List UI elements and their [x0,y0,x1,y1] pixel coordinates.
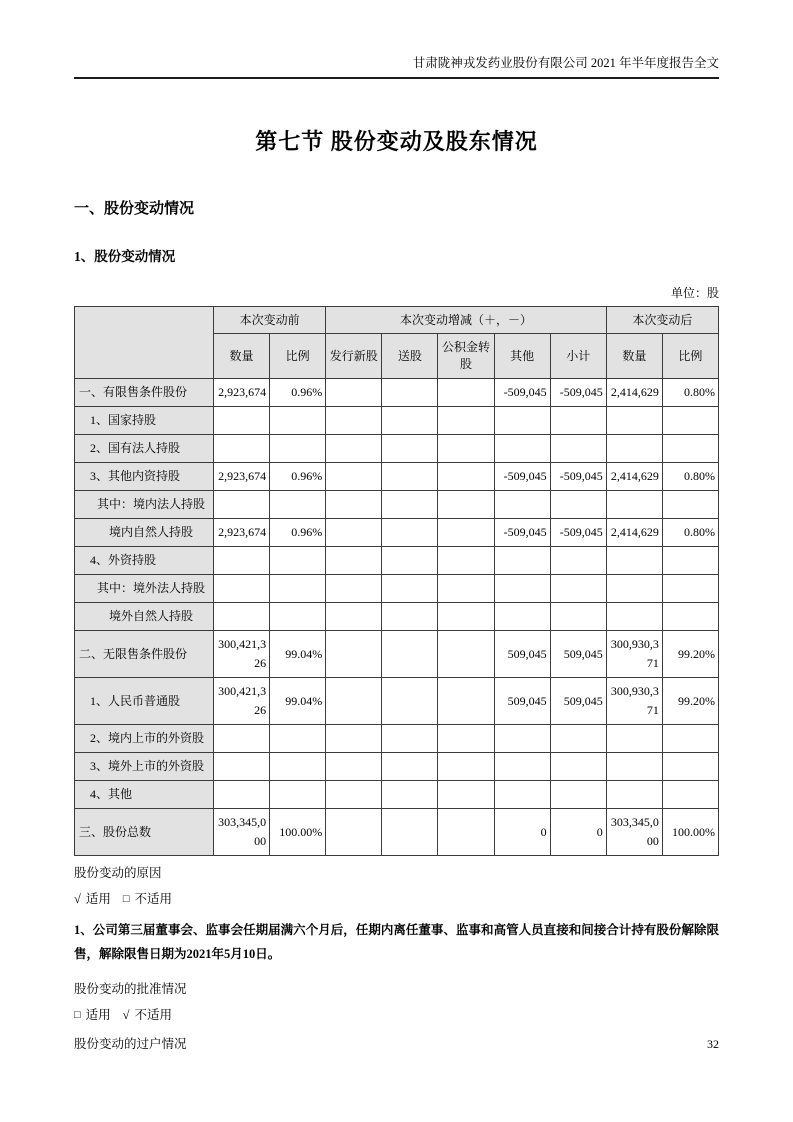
row-label: 一、有限售条件股份 [75,379,214,407]
row-label: 三、股份总数 [75,809,214,856]
value-cell [382,491,438,519]
value-cell: 509,045 [550,678,606,725]
value-cell [382,631,438,678]
value-cell [550,435,606,463]
value-cell [494,781,550,809]
value-cell: 2,414,629 [606,519,662,547]
value-cell: 0.80% [662,379,718,407]
value-cell [326,753,382,781]
value-cell: -509,045 [494,463,550,491]
value-cell [662,547,718,575]
value-cell: 0.80% [662,463,718,491]
value-cell [270,781,326,809]
value-cell [382,463,438,491]
value-cell [606,781,662,809]
value-cell: 300,421,326 [214,631,270,678]
value-cell: 100.00% [270,809,326,856]
value-cell [494,753,550,781]
value-cell [550,603,606,631]
page-number: 32 [707,1037,719,1051]
value-cell [438,575,494,603]
value-cell: 300,930,371 [606,631,662,678]
share-change-table-body [75,379,719,856]
value-cell [326,631,382,678]
checkmark-icon: √ [74,892,81,906]
value-cell [550,547,606,575]
row-label: 1、国家持股 [75,407,214,435]
value-cell [550,491,606,519]
value-cell [550,575,606,603]
value-cell [606,575,662,603]
table-row [75,463,719,491]
section-heading: 一、股份变动情况 [74,201,195,217]
value-cell [662,781,718,809]
value-cell [438,463,494,491]
value-cell [438,781,494,809]
row-label: 境外自然人持股 [75,603,214,631]
value-cell [550,781,606,809]
value-cell [438,809,494,856]
table-row [75,379,719,407]
value-cell [382,809,438,856]
value-cell [382,603,438,631]
value-cell: 0.80% [662,519,718,547]
value-cell: 300,421,326 [214,678,270,725]
checkbox-icon: □ [122,893,130,905]
table-row [75,631,719,678]
row-label: 境内自然人持股 [75,519,214,547]
value-cell [270,753,326,781]
table-row [75,809,719,856]
value-cell: 509,045 [550,631,606,678]
reason-text: 1、公司第三届董事会、监事会任期届满六个月后，任期内离任董事、监事和高管人员直接和间接合计持有股份解除限售，解除限售日期为2021年5月10日。 [74,923,719,961]
value-cell [662,753,718,781]
value-cell [438,678,494,725]
value-cell: -509,045 [550,519,606,547]
value-cell [326,725,382,753]
value-cell: 0 [494,809,550,856]
table-row [75,603,719,631]
table-group-header: 本次变动后 [606,307,718,334]
share-change-table-head [75,307,719,379]
unit-note: 单位：股 [670,286,719,300]
value-cell [382,379,438,407]
value-cell [326,407,382,435]
value-cell [662,725,718,753]
value-cell: 0.96% [270,519,326,547]
value-cell [494,407,550,435]
not-applicable-label: 不适用 [134,892,173,906]
value-cell [326,379,382,407]
value-cell [662,575,718,603]
value-cell: 300,930,371 [606,678,662,725]
value-cell [214,435,270,463]
value-cell: 99.20% [662,678,718,725]
document-header [74,55,719,79]
value-cell [214,491,270,519]
value-cell: 99.04% [270,678,326,725]
value-cell: -509,045 [494,519,550,547]
value-cell [606,547,662,575]
table-row [75,725,719,753]
table-column-header: 数量 [214,334,270,379]
value-cell [382,725,438,753]
row-label: 其中：境内法人持股 [75,491,214,519]
value-cell [214,753,270,781]
value-cell [326,435,382,463]
value-cell: 2,923,674 [214,463,270,491]
subsection-heading: 1、股份变动情况 [74,249,176,264]
value-cell [550,753,606,781]
value-cell [438,435,494,463]
value-cell [270,407,326,435]
value-cell [382,753,438,781]
row-label: 二、无限售条件股份 [75,631,214,678]
reason-heading: 股份变动的原因 [74,866,162,880]
value-cell [662,435,718,463]
value-cell [326,547,382,575]
value-cell [326,603,382,631]
checkbox-icon: □ [74,1009,81,1021]
value-cell [270,725,326,753]
value-cell [662,603,718,631]
table-column-header: 其他 [494,334,550,379]
value-cell [606,407,662,435]
value-cell: 303,345,000 [606,809,662,856]
value-cell [214,781,270,809]
value-cell [438,519,494,547]
value-cell [382,547,438,575]
value-cell [382,781,438,809]
value-cell [214,603,270,631]
value-cell [494,491,550,519]
value-cell: -509,045 [550,379,606,407]
table-column-header: 比例 [662,334,718,379]
value-cell [606,491,662,519]
value-cell: -509,045 [550,463,606,491]
table-row [75,407,719,435]
row-label: 其中：境外法人持股 [75,575,214,603]
value-cell [494,547,550,575]
table-row [75,519,719,547]
value-cell [214,725,270,753]
value-cell [382,519,438,547]
value-cell: 2,923,674 [214,519,270,547]
table-row [75,678,719,725]
value-cell [494,725,550,753]
value-cell [326,519,382,547]
value-cell [270,491,326,519]
value-cell [382,407,438,435]
table-row [75,435,719,463]
value-cell [438,753,494,781]
approval-heading: 股份变动的批准情况 [74,982,187,996]
value-cell [270,575,326,603]
table-row [75,575,719,603]
value-cell: 100.00% [662,809,718,856]
row-label: 2、境内上市的外资股 [75,725,214,753]
page-title: 第七节 股份变动及股东情况 [255,129,538,154]
value-cell [326,491,382,519]
value-cell: 0 [550,809,606,856]
value-cell [606,753,662,781]
value-cell [326,678,382,725]
checkmark-icon: √ [122,1008,130,1022]
table-column-header: 发行新股 [326,334,382,379]
value-cell: 99.04% [270,631,326,678]
value-cell: 0.96% [270,379,326,407]
share-change-table [74,306,719,856]
table-column-header: 公积金转股 [438,334,494,379]
value-cell [326,463,382,491]
table-group-header: 本次变动增减（＋，－） [326,307,607,334]
value-cell: 509,045 [494,631,550,678]
value-cell [606,725,662,753]
document-header-text: 甘肃陇神戎发药业股份有限公司 2021 年半年度报告全文 [412,56,719,70]
value-cell [550,407,606,435]
value-cell [214,547,270,575]
value-cell [270,435,326,463]
approval-applicability [74,1007,719,1025]
not-applicable-label: 不适用 [134,1008,173,1022]
value-cell [214,407,270,435]
value-cell [494,603,550,631]
value-cell [494,575,550,603]
value-cell [382,435,438,463]
value-cell [438,379,494,407]
value-cell: 509,045 [494,678,550,725]
table-column-header: 数量 [606,334,662,379]
row-label: 2、国有法人持股 [75,435,214,463]
value-cell [662,407,718,435]
value-cell: -509,045 [494,379,550,407]
value-cell [382,575,438,603]
table-row [75,781,719,809]
value-cell [438,407,494,435]
value-cell: 0.96% [270,463,326,491]
row-label: 1、人民币普通股 [75,678,214,725]
value-cell [606,603,662,631]
value-cell [438,491,494,519]
transfer-heading: 股份变动的过户情况 [74,1037,187,1051]
table-column-header: 送股 [382,334,438,379]
row-label: 4、其他 [75,781,214,809]
table-group-header-row [75,307,719,334]
reason-applicability [74,891,719,909]
value-cell [270,603,326,631]
value-cell [606,435,662,463]
table-row [75,547,719,575]
value-cell [326,781,382,809]
row-label: 4、外资持股 [75,547,214,575]
value-cell [550,725,606,753]
value-cell [326,575,382,603]
value-cell [326,809,382,856]
value-cell: 2,923,674 [214,379,270,407]
value-cell: 2,414,629 [606,379,662,407]
table-column-header: 比例 [270,334,326,379]
applicable-label: 适用 [85,892,111,906]
table-row [75,753,719,781]
value-cell: 99.20% [662,631,718,678]
value-cell: 303,345,000 [214,809,270,856]
table-column-header: 小计 [550,334,606,379]
value-cell [438,631,494,678]
value-cell [494,435,550,463]
value-cell [438,725,494,753]
value-cell [438,547,494,575]
row-label: 3、其他内资持股 [75,463,214,491]
value-cell [662,491,718,519]
value-cell [214,575,270,603]
applicable-label: 适用 [85,1008,111,1022]
value-cell: 2,414,629 [606,463,662,491]
value-cell [382,678,438,725]
value-cell [438,603,494,631]
row-label: 3、境外上市的外资股 [75,753,214,781]
value-cell [270,547,326,575]
table-row [75,491,719,519]
table-corner-cell [75,307,214,379]
table-group-header: 本次变动前 [214,307,326,334]
